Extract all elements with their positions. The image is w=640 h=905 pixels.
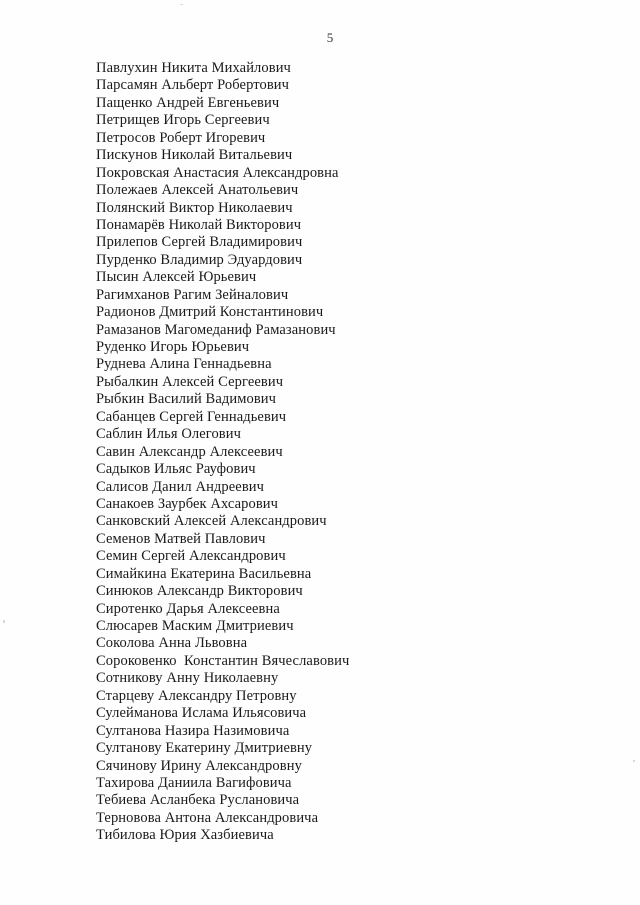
list-item: Петросов Роберт Игоревич xyxy=(96,129,266,146)
list-item: Семенов Матвей Павлович xyxy=(96,530,266,547)
list-item: Саблин Илья Олегович xyxy=(96,426,241,443)
list-item: Синюков Александр Викторович xyxy=(96,583,303,600)
list-item: Султанова Назира Назимовича xyxy=(96,722,290,739)
list-item: Савин Александр Алексеевич xyxy=(96,443,283,460)
list-item: Тахирова Даниила Вагифовича xyxy=(96,774,292,791)
list-item: Сулейманова Ислама Ильясовича xyxy=(96,705,307,722)
list-item: Тебиева Асланбека Руслановича xyxy=(96,792,300,809)
list-item: Султанову Екатерину Дмитриевну xyxy=(96,740,313,757)
list-item: Пурденко Владимир Эдуардович xyxy=(96,251,303,268)
list-item: Старцеву Александру Петровну xyxy=(96,687,297,704)
list-item: Сабанцев Сергей Геннадьевич xyxy=(96,408,287,425)
list-item: Радионов Дмитрий Константинович xyxy=(96,304,324,321)
list-item: Сороковенко Константин Вячеславович xyxy=(96,652,350,669)
list-item: Санковский Алексей Александрович xyxy=(96,513,327,530)
list-item: Садыков Ильяс Рауфович xyxy=(96,461,256,478)
list-item: Салисов Данил Андреевич xyxy=(96,478,265,495)
page-number: 5 xyxy=(326,30,334,45)
list-item: Пысин Алексей Юрьевич xyxy=(96,269,257,286)
list-item: Сячинову Ирину Александровну xyxy=(96,757,302,774)
list-item: Полежаев Алексей Анатольевич xyxy=(96,182,299,199)
list-item: Соколова Анна Львовна xyxy=(96,635,248,652)
list-item: Рагимханов Рагим Зейналович xyxy=(96,286,289,303)
list-item: Симайкина Екатерина Васильевна xyxy=(96,565,312,582)
list-item: Сиротенко Дарья Алексеевна xyxy=(96,600,280,617)
list-item: Полянский Виктор Николаевич xyxy=(96,199,293,216)
list-item: Рыбалкин Алексей Сергеевич xyxy=(96,373,284,390)
list-item: Слюсарев Маским Дмитриевич xyxy=(96,618,294,634)
list-item: Рыбкин Василий Вадимович xyxy=(96,391,277,408)
list-item: Покровская Анастасия Александровна xyxy=(96,164,339,181)
list-item: Парсамян Альберт Робертович xyxy=(96,77,290,94)
scan-speck xyxy=(3,620,5,623)
list-item: Тибилова Юрия Хазбиевича xyxy=(96,827,274,844)
list-item: Пащенко Андрей Евгеньевич xyxy=(96,94,280,111)
list-item: Понамарёв Николай Викторович xyxy=(96,216,302,233)
scan-speck xyxy=(633,760,635,762)
list-item: Руденко Игорь Юрьевич xyxy=(96,339,250,355)
list-item: Санакоев Заурбек Ахсарович xyxy=(96,495,279,512)
list-item: Рамазанов Магомеданиф Рамазанович xyxy=(96,321,336,338)
scan-speck xyxy=(180,4,183,5)
list-item: Пискунов Николай Витальевич xyxy=(96,147,293,164)
list-item: Семин Сергей Александрович xyxy=(96,548,286,565)
list-item: Павлухин Никита Михайлович xyxy=(96,60,291,76)
list-item: Руднева Алина Геннадьевна xyxy=(96,356,272,373)
name-list xyxy=(96,60,349,845)
list-item: Прилепов Сергей Владимирович xyxy=(96,234,303,251)
list-item: Петрищев Игорь Сергеевич xyxy=(96,112,270,129)
list-item: Сотникову Анну Николаевну xyxy=(96,670,279,687)
list-item: Терновова Антона Александровича xyxy=(96,809,319,826)
